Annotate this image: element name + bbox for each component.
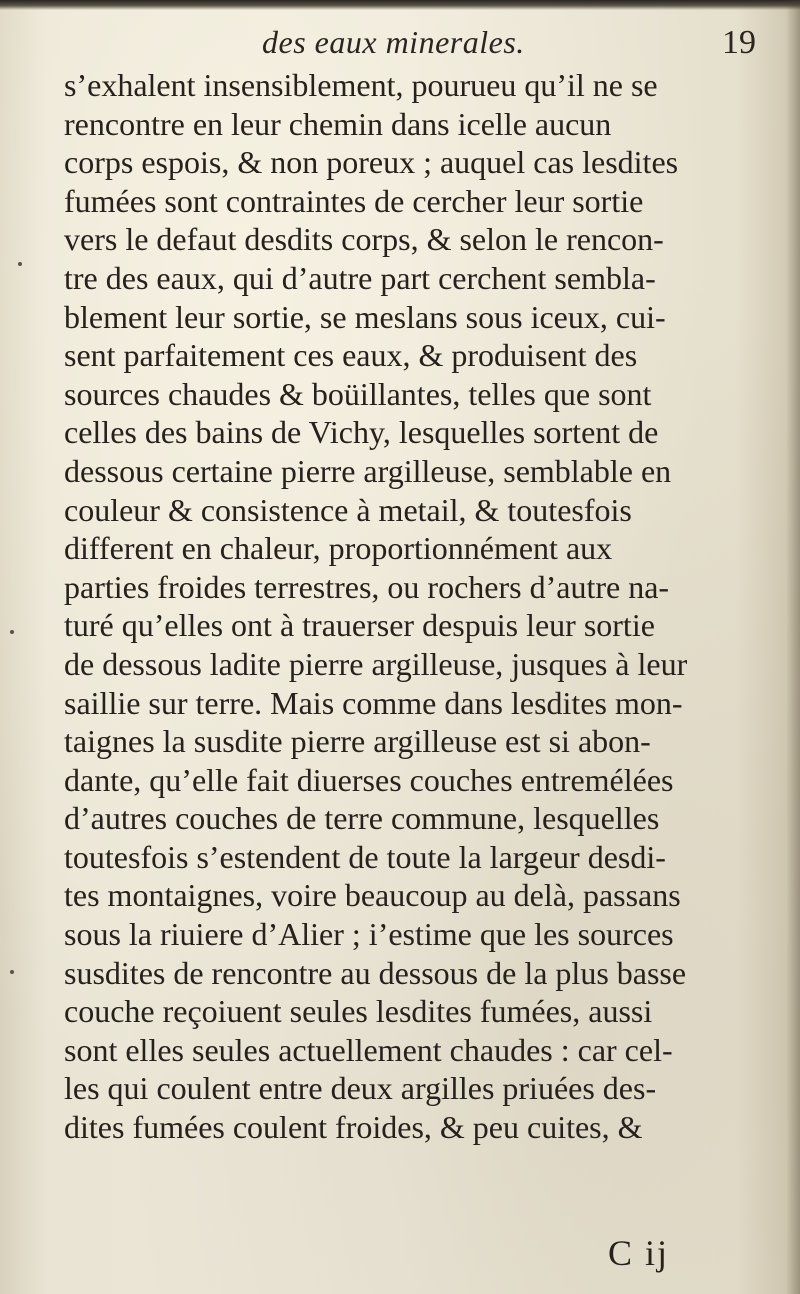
text-line: tre des eaux, qui d’autre part cerchent sembla- [64,259,656,296]
running-title: des eaux minerales. [262,24,525,60]
margin-dot [10,970,14,974]
text-line: dessous certaine pierre argilleuse, semblable en [64,452,672,489]
text-line: les qui coulent entre deux argilles priuées des- [64,1070,657,1107]
text-line: fumées sont contraintes de cercher leur sortie [64,182,644,219]
text-line: turé qu’elles ont à trauerser despuis leur sortie [64,607,655,644]
text-line: dites fumées coulent froides, & peu cuites, & [64,1109,643,1146]
signature-mark: C ij [608,1233,670,1273]
text-line: s’exhalent insensiblement, pourueu qu’il ne se [64,67,658,103]
text-line: d’autres couches de terre commune, lesquelles [64,800,660,837]
text-line: vers le defaut desdits corps, & selon le rencon- [64,221,664,258]
text-line: rencontre en leur chemin dans icelle aucun [64,105,612,142]
text-line: sent parfaitement ces eaux, & produisent des [64,337,638,374]
text-line: tes montaignes, voire beaucoup au delà, passans [64,877,681,914]
text-line: couleur & consistence à metail, & toutesfois [64,491,632,528]
text-line: dante, qu’elle fait diuerses couches entremélées [64,761,674,798]
text-line: taignes la susdite pierre argilleuse est si abon- [64,723,651,760]
page-header [0,18,800,64]
body-text [56,66,792,1147]
margin-dot [18,262,22,266]
text-line: blement leur sortie, se meslans sous iceux, cui- [64,298,666,335]
text-line: sont elles seules actuellement chaudes : car cel- [64,1031,673,1068]
margin-dot [10,630,14,634]
text-line: parties froides terrestres, ou rochers d’autre na- [64,568,670,605]
text-line: toutesfois s’estendent de toute la largeur desdi- [64,838,666,875]
text-line: de dessous ladite pierre argilleuse, jusques à leur [64,645,688,682]
page-top-shadow [0,0,800,10]
text-line: susdites de rencontre au dessous de la plus basse [64,954,687,991]
page-number: 19 [722,24,756,61]
text-line: couche reçoiuent seules lesdites fumées, aussi [64,993,653,1030]
text-line: saillie sur terre. Mais comme dans lesdites mon- [64,684,683,721]
text-line: sous la riuiere d’Alier ; i’estime que les sources [64,916,674,953]
text-line: corps espois, & non poreux ; auquel cas lesdites [64,144,679,181]
text-line: celles des bains de Vichy, lesquelles sortent de [64,414,659,451]
text-line: sources chaudes & boüillantes, telles que sont [64,375,652,412]
text-line: different en chaleur, proportionnément aux [64,530,613,567]
